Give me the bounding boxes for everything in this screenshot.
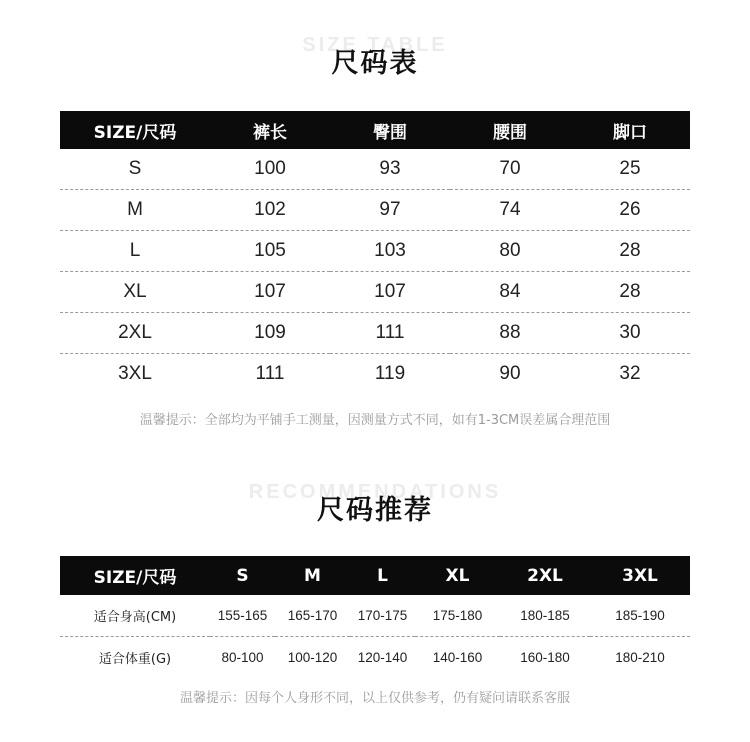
header-l: L	[377, 565, 388, 586]
cell-l: 170-175	[357, 608, 408, 623]
cell-size: 2XL	[60, 313, 210, 354]
recommend-table	[60, 556, 690, 678]
cell-hip: 93	[379, 158, 401, 179]
header-s: S	[236, 565, 249, 586]
cell-hem: 25	[619, 158, 641, 179]
header-hem: 脚口	[613, 122, 647, 143]
header-xl: XL	[445, 565, 470, 586]
cell-hem: 28	[570, 231, 690, 272]
cell-s: 80-100	[210, 637, 275, 679]
cell-hip: 119	[330, 354, 450, 395]
cell-2xl: 180-185	[520, 608, 570, 623]
cell-hem: 26	[570, 190, 690, 231]
cell-length: 102	[210, 190, 330, 231]
cell-2xl: 160-180	[500, 637, 590, 679]
size-table-header-row	[60, 111, 690, 149]
table-row	[60, 231, 690, 272]
cell-length: 105	[210, 231, 330, 272]
header-size: SIZE/尺码	[93, 122, 177, 143]
recommend-watermark: RECOMMENDATIONS	[248, 481, 502, 503]
cell-waist: 80	[450, 231, 570, 272]
cell-xl: 175-180	[432, 608, 483, 623]
header-size: SIZE/尺码	[93, 568, 177, 588]
cell-waist: 88	[450, 313, 570, 354]
cell-m: 100-120	[275, 637, 350, 679]
recommend-note: 温馨提示：因每个人身形不同，以上仅供参考，仍有疑问请联系客服	[179, 691, 570, 706]
header-waist: 腰围	[493, 122, 527, 143]
cell-size: M	[60, 190, 210, 231]
size-table-title: 尺码表	[331, 48, 419, 79]
cell-3xl: 180-210	[590, 637, 690, 679]
table-row	[60, 190, 690, 231]
table-row	[60, 149, 690, 190]
table-row	[60, 595, 690, 637]
cell-waist: 84	[450, 272, 570, 313]
header-3xl: 3XL	[622, 565, 658, 586]
cell-waist: 70	[499, 158, 521, 179]
size-table-watermark: SIZE TABLE	[302, 34, 448, 56]
cell-waist: 74	[450, 190, 570, 231]
recommend-title: 尺码推荐	[317, 495, 433, 526]
header-2xl: 2XL	[527, 565, 563, 586]
cell-hip: 103	[330, 231, 450, 272]
table-row	[60, 354, 690, 395]
recommend-header-row	[60, 556, 690, 595]
cell-length: 111	[210, 354, 330, 395]
header-length: 裤长	[253, 122, 287, 143]
cell-size: XL	[60, 272, 210, 313]
cell-hip: 107	[330, 272, 450, 313]
size-table-note: 温馨提示：全部均为平铺手工测量，因测量方式不同，如有1-3CM误差属合理范围	[139, 413, 611, 428]
header-hip: 臀围	[373, 122, 407, 143]
cell-3xl: 185-190	[615, 608, 665, 623]
cell-hem: 32	[570, 354, 690, 395]
table-row	[60, 637, 690, 679]
cell-hip: 97	[330, 190, 450, 231]
row-label-height: 适合身高(CM)	[93, 610, 177, 625]
header-m: M	[304, 565, 321, 586]
cell-length: 100	[254, 158, 286, 179]
cell-waist: 90	[450, 354, 570, 395]
cell-length: 109	[210, 313, 330, 354]
cell-length: 107	[210, 272, 330, 313]
cell-hem: 28	[570, 272, 690, 313]
cell-size: L	[60, 231, 210, 272]
cell-size: S	[128, 158, 142, 179]
cell-hem: 30	[570, 313, 690, 354]
cell-l: 120-140	[350, 637, 415, 679]
table-row	[60, 313, 690, 354]
cell-s: 155-165	[217, 608, 268, 623]
cell-m: 165-170	[287, 608, 338, 623]
row-label-weight: 适合体重(G)	[60, 637, 210, 679]
table-row	[60, 272, 690, 313]
cell-xl: 140-160	[415, 637, 500, 679]
cell-size: 3XL	[60, 354, 210, 395]
size-table	[60, 111, 690, 394]
cell-hip: 111	[330, 313, 450, 354]
